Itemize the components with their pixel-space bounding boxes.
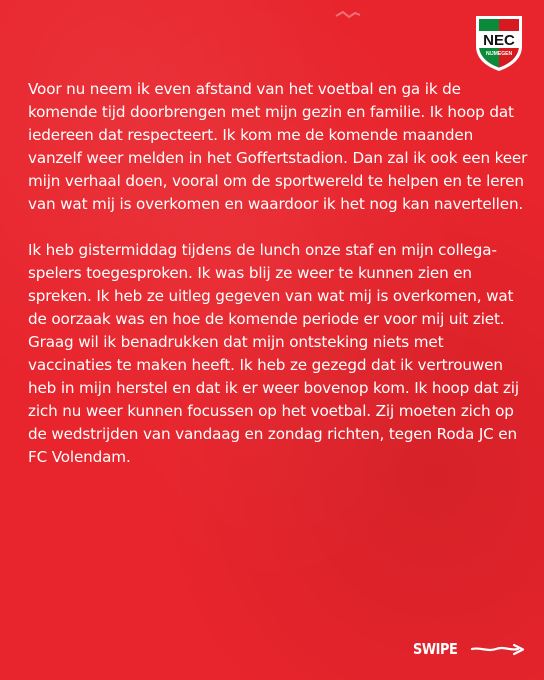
logo-text: NEC xyxy=(483,32,515,49)
statement-paragraph-2: Ik heb gistermiddag tijdens de lunch onze staf en mijn collega-spelers toegesproken. Ik was blij ze weer te kunnen zien en spreken. Ik heb ze uitleg gegeven van wat mij is overkomen, wat de oorzaak was en hoe de komende periode er voor mij uit ziet. Graag wil ik benadrukken dat mijn ontsteking niets met vaccinaties te maken heeft. Ik heb ze gezegd dat ik vertrouwen heb in mijn herstel en dat ik er weer bovenop kom. Ik hoop dat zij zich nu weer kunnen focussen op het voetbal. Zij moeten zich op de wedstrijden van vandaag en zondag richten, tegen Roda JC en FC Volendam. xyxy=(28,241,519,466)
statement-paragraph-1: Voor nu neem ik even afstand van het voetbal en ga ik de komende tijd doorbrengen met mijn gezin en familie. Ik hoop dat iedereen dat respecteert. Ik kom me de komende maanden vanzelf weer melden in het Goffertstadion. Dan zal ik ook een keer mijn verhaal doen, vooral om de sportwereld te helpen en te leren van wat mij is overkomen en waardoor ik het nog kan navertellen. xyxy=(28,80,528,213)
swipe-label: SWIPE xyxy=(413,640,458,658)
paper-scratch-decoration xyxy=(335,10,361,20)
nec-nijmegen-crest-icon xyxy=(470,14,528,72)
swipe-arrow-icon xyxy=(470,643,528,657)
statement-text xyxy=(28,78,528,492)
logo-subtext: NIJMEGEN xyxy=(485,51,513,57)
